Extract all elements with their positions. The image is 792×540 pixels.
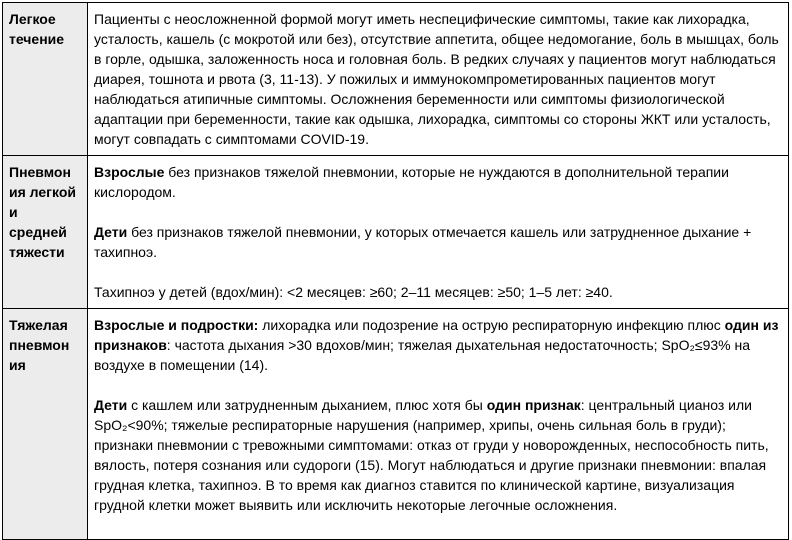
table-row-moderate-pneumonia	[3, 156, 789, 309]
row-label-line: Тяжелая	[9, 317, 68, 333]
paragraph-text: с кашлем или затрудненным дыханием, плюс хотя бы	[127, 397, 487, 413]
bold-lead: Взрослые	[94, 164, 165, 180]
paragraph-text: без признаков тяжелой пневмонии, у которых отмечается кашель или затрудненное дыхание + тахипноэ.	[94, 224, 752, 260]
table-row-mild	[3, 3, 789, 156]
row-label-mild	[3, 3, 88, 156]
clinical-severity-table	[2, 2, 789, 540]
adults-severe-paragraph	[94, 315, 782, 375]
row-content-moderate-pneumonia	[88, 156, 789, 309]
row-label-line: течение	[9, 31, 65, 47]
row-label-line: ия	[9, 357, 26, 373]
row-label-severe-pneumonia	[3, 309, 88, 540]
mild-description: Пациенты с неосложненной формой могут иметь неспецифические симптомы, такие как лихорадка, усталость, кашель (с мокротой или без), отсутствие аппетита, общее недомогание, боль в мышцах, боль в горле, одышка, заложенность носа и головная боль. В редких случаях у пациентов могут наблюдаться диарея, тошнота и рвота (3, 11-13). У пожилых и иммунокомпрометированных пациентов могут наблюдаться атипичные симптомы. Осложнения беременности или симптомы физиологической адаптации при беременности, такие как одышка, лихорадка, симптомы со стороны ЖКТ или усталость, могут совпадать с симптомами COVID-19.	[94, 11, 779, 147]
paragraph-text: без признаков тяжелой пневмонии, которые не нуждаются в дополнительной терапии кислородом.	[94, 164, 729, 200]
row-label-line: средней	[9, 224, 67, 240]
row-label-line: пневмон	[9, 337, 70, 353]
children-severe-paragraph	[94, 395, 782, 515]
adults-moderate-paragraph	[94, 162, 782, 202]
bold-lead: Взрослые и подростки:	[94, 317, 259, 333]
row-content-severe-pneumonia	[88, 309, 789, 540]
tachypnea-thresholds: Тахипноэ у детей (вдох/мин): <2 месяцев: ≥60; 2–11 месяцев: ≥50; 1–5 лет: ≥40.	[94, 284, 613, 300]
row-label-line: ия легкой	[9, 184, 76, 200]
children-moderate-paragraph	[94, 222, 782, 262]
table-row-severe-pneumonia	[3, 309, 789, 540]
row-label-moderate-pneumonia	[3, 156, 88, 309]
paragraph-text: лихорадка или подозрение на острую респираторную инфекцию плюс	[258, 317, 725, 333]
paragraph-text: : частота дыхания >30 вдохов/мин; тяжелая дыхательная недостаточность; SpO₂≤93% на воздухе в помещении (14).	[94, 337, 751, 373]
paragraph-text: : центральный цианоз или SpO₂<90%; тяжелые респираторные нарушения (например, хрипы, очень сильная боль в груди); признаки пневмонии с тревожными симптомами: отказ от груди у новорожденных, неспособность пить, вялость, потеря сознания или судороги (15). Могут наблюдаться и другие признаки пневмонии: впалая грудная клетка, тахипноэ. В то время как диагноз ставится по клинической картине, визуализация грудной клетки может выявить или исключить некоторые легочные осложнения.	[94, 397, 769, 513]
bold-criterion: один из признаков	[94, 317, 779, 353]
row-label-line: тяжести	[9, 244, 65, 260]
row-label-line: Пневмон	[9, 164, 71, 180]
bold-criterion: один признак	[486, 397, 581, 413]
row-label-line: и	[9, 204, 18, 220]
row-content-mild	[88, 3, 789, 156]
bold-lead: Дети	[94, 397, 128, 413]
row-label-line: Легкое	[9, 11, 56, 27]
bold-lead: Дети	[94, 224, 128, 240]
